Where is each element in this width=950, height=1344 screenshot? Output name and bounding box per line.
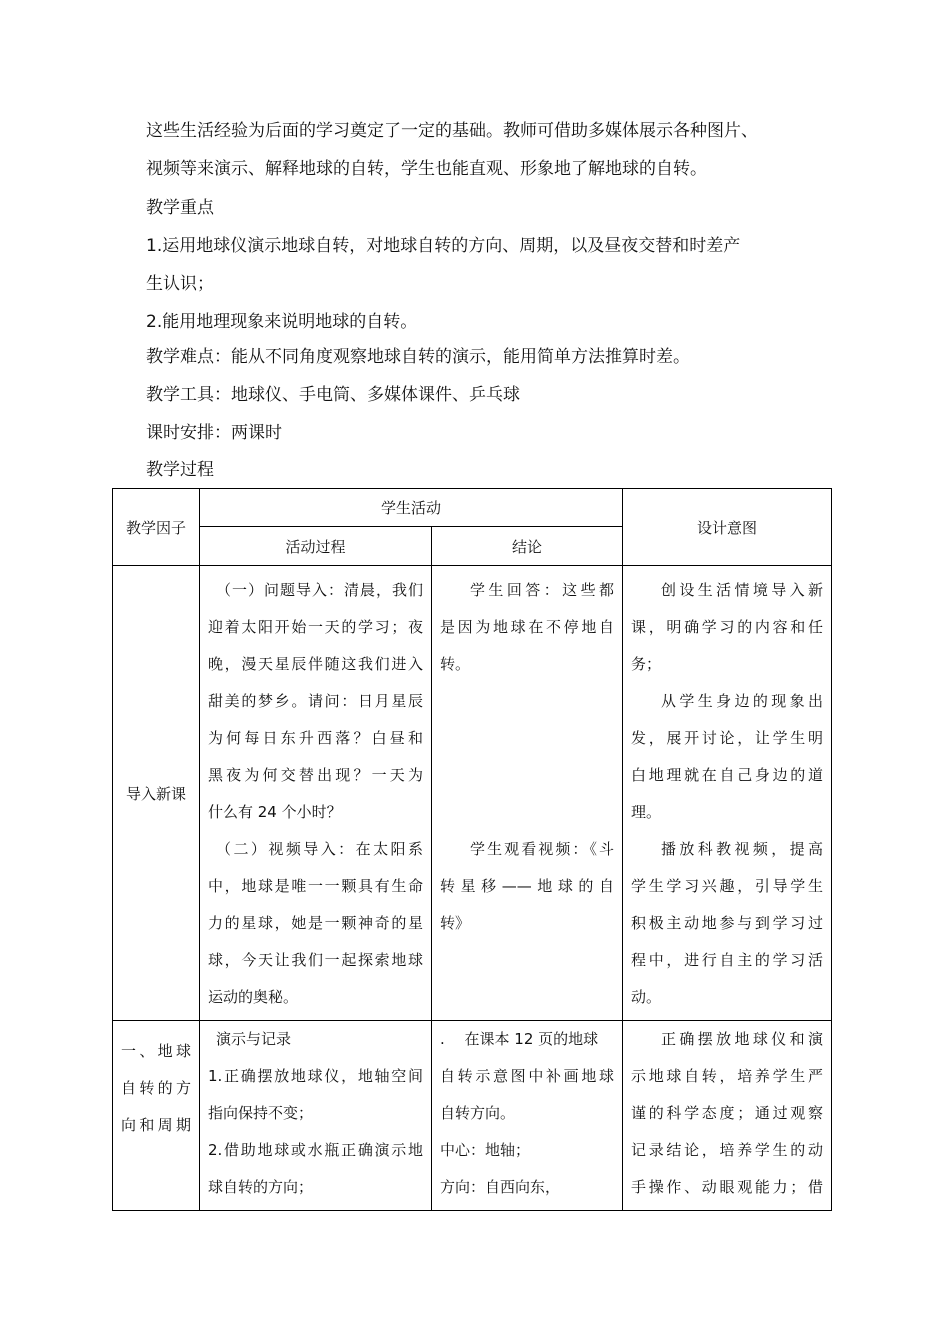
factor-line: 一、地球 bbox=[121, 1042, 191, 1060]
design-line: 从学生身边的现象出 bbox=[661, 692, 824, 710]
process-line: 演示与记录 bbox=[216, 1030, 292, 1048]
conclusion-line: 方向：自西向东， bbox=[440, 1178, 561, 1196]
conclusion-line: 转星移——地球的自 bbox=[440, 877, 615, 895]
design-line: 务； bbox=[631, 655, 662, 673]
conclusion-line: 中心：地轴； bbox=[440, 1141, 531, 1159]
process-line: 中，地球是唯一一颗具有生命 bbox=[208, 877, 423, 895]
intro-line-2: 视频等来演示、解释地球的自转，学生也能直观、形象地了解地球的自转。 bbox=[146, 159, 707, 179]
conclusion-line: 转。 bbox=[440, 655, 471, 673]
factor-line: 向和周期 bbox=[121, 1116, 191, 1134]
table-row bbox=[113, 566, 832, 1021]
conclusion-line: 学生观看视频：《斗 bbox=[470, 840, 615, 858]
process-line: 球自转的方向； bbox=[208, 1178, 314, 1196]
table-row bbox=[113, 1021, 832, 1211]
schedule-line: 课时安排：两课时 bbox=[146, 423, 282, 443]
design-line: 积极主动地参与到学习过 bbox=[631, 914, 824, 932]
design-line: 学生学习兴趣，引导学生 bbox=[631, 877, 824, 895]
conclusion-line: 学生回答：这些都 bbox=[470, 581, 615, 599]
design-line: 动。 bbox=[631, 988, 662, 1006]
design-line: 手操作、动眼观能力；借 bbox=[631, 1178, 824, 1196]
process-line: 晚，漫天星辰伴随这我们进入 bbox=[208, 655, 423, 673]
design-line: 正确摆放地球仪和演 bbox=[661, 1030, 824, 1048]
key-point-1: 1.运用地球仪演示地球自转，对地球自转的方向、周期，以及昼夜交替和时差产 bbox=[146, 236, 741, 256]
header-design: 设计意图 bbox=[623, 489, 832, 566]
row-factor-rotation bbox=[113, 1021, 200, 1211]
process-line: （一）问题导入：清晨，我们 bbox=[216, 581, 423, 599]
conclusion-line: 自转示意图中补画地球 bbox=[440, 1067, 615, 1085]
row-design-intro bbox=[623, 566, 832, 1021]
design-line: 记录结论，培养学生的动 bbox=[631, 1141, 824, 1159]
design-line: 播放科教视频，提高 bbox=[661, 840, 824, 858]
row-process-rotation bbox=[200, 1021, 432, 1211]
table-header-row bbox=[113, 489, 832, 527]
process-line: （二）视频导入：在太阳系 bbox=[216, 840, 423, 858]
conclusion-line: 自转方向。 bbox=[440, 1104, 516, 1122]
difficulty-line: 教学难点：能从不同角度观察地球自转的演示，能用简单方法推算时差。 bbox=[146, 347, 690, 367]
design-line: 谨的科学态度；通过观察 bbox=[631, 1104, 824, 1122]
process-line: 2.借助地球或水瓶正确演示地 bbox=[208, 1141, 423, 1159]
process-line: 球，今天让我们一起探索地球 bbox=[208, 951, 423, 969]
design-line: 创设生活情境导入新 bbox=[661, 581, 824, 599]
design-line: 理。 bbox=[631, 803, 662, 821]
row-process-intro bbox=[200, 566, 432, 1021]
process-line: 什么有 24 个小时？ bbox=[208, 803, 342, 821]
intro-line-1: 这些生活经验为后面的学习奠定了一定的基础。教师可借助多媒体展示各种图片、 bbox=[146, 121, 758, 141]
process-line: 黑夜为何交替出现？一天为 bbox=[208, 766, 423, 784]
process-line: 1.正确摆放地球仪，地轴空间 bbox=[208, 1067, 423, 1085]
header-student-activity: 学生活动 bbox=[200, 489, 623, 527]
design-line: 课，明确学习的内容和任 bbox=[631, 618, 824, 636]
process-line: 甜美的梦乡。请问：日月星辰 bbox=[208, 692, 423, 710]
design-line: 示地球自转，培养学生严 bbox=[631, 1067, 824, 1085]
tools-line: 教学工具：地球仪、手电筒、多媒体课件、乒乓球 bbox=[146, 385, 520, 405]
header-process: 活动过程 bbox=[200, 527, 432, 566]
section-heading-key-points: 教学重点 bbox=[146, 198, 214, 218]
process-line: 迎着太阳开始一天的学习；夜 bbox=[208, 618, 423, 636]
header-conclusion: 结论 bbox=[432, 527, 623, 566]
factor-line: 自转的方 bbox=[121, 1079, 191, 1097]
row-factor-intro: 导入新课 bbox=[113, 566, 200, 1021]
design-line: 程中，进行自主的学习活 bbox=[631, 951, 824, 969]
conclusion-line: . 在课本 12 页的地球 bbox=[440, 1030, 599, 1048]
teaching-process-table bbox=[112, 488, 832, 1211]
key-point-2: 2.能用地理现象来说明地球的自转。 bbox=[146, 312, 418, 332]
conclusion-line: 是因为地球在不停地自 bbox=[440, 618, 615, 636]
process-line: 为何每日东升西落？白昼和 bbox=[208, 729, 423, 747]
key-point-1-cont: 生认识； bbox=[146, 274, 214, 294]
row-design-rotation bbox=[623, 1021, 832, 1211]
process-line: 运动的奥秘。 bbox=[208, 988, 299, 1006]
design-line: 白地理就在自己身边的道 bbox=[631, 766, 824, 784]
process-line: 力的星球，她是一颗神奇的星 bbox=[208, 914, 423, 932]
design-line: 发，展开讨论，让学生明 bbox=[631, 729, 824, 747]
row-conclusion-rotation bbox=[432, 1021, 623, 1211]
section-heading-process: 教学过程 bbox=[146, 460, 214, 480]
header-factor: 教学因子 bbox=[113, 489, 200, 566]
process-line: 指向保持不变； bbox=[208, 1104, 314, 1122]
row-conclusion-intro bbox=[432, 566, 623, 1021]
conclusion-line: 转》 bbox=[440, 914, 471, 932]
